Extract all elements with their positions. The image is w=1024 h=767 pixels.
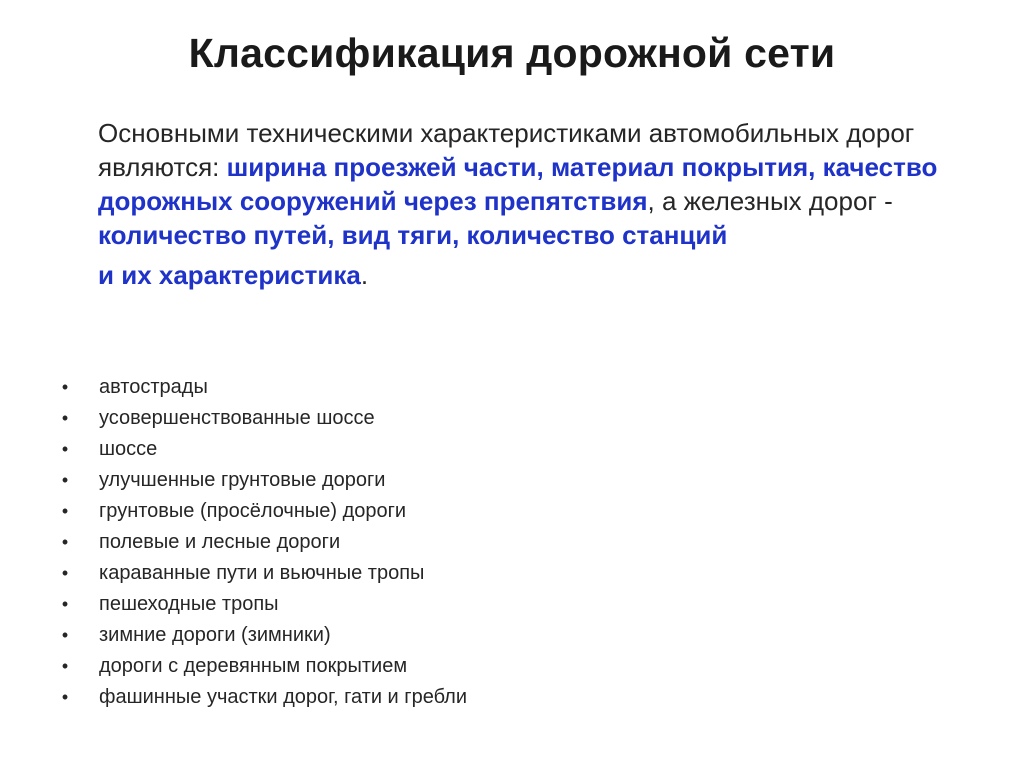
list-item xyxy=(58,403,467,434)
bullet-icon: • xyxy=(61,594,69,614)
paragraph-highlight-railways: количество путей, вид тяги, количество станций xyxy=(98,220,728,250)
slide-title: Классификация дорожной сети xyxy=(188,30,836,76)
list-item-label: караванные пути и вьючные тропы xyxy=(99,562,425,584)
intro-paragraph xyxy=(98,116,978,292)
bullet-icon: • xyxy=(61,563,69,583)
bullet-icon: • xyxy=(61,625,69,645)
paragraph-text-3: . xyxy=(360,260,369,290)
list-item xyxy=(58,527,467,558)
list-item xyxy=(58,651,467,682)
bullet-icon: • xyxy=(61,532,69,552)
list-item xyxy=(58,434,467,465)
list-item xyxy=(58,496,467,527)
list-item xyxy=(58,465,467,496)
list-item xyxy=(58,372,467,403)
list-item-label: усовершенствованные шоссе xyxy=(99,407,375,429)
paragraph-highlight-roads: ширина проезжей части, материал покрытия, качество дорожных сооружений через препятствия xyxy=(98,152,938,216)
list-item xyxy=(58,558,467,589)
bullet-icon: • xyxy=(61,687,69,707)
paragraph-highlight-characteristics: и их характеристика xyxy=(98,260,361,290)
list-item-label: полевые и лесные дороги xyxy=(99,531,341,553)
list-item xyxy=(58,682,467,713)
paragraph-last-line xyxy=(98,258,978,292)
road-types-list xyxy=(58,372,467,713)
list-item-label: улучшенные грунтовые дороги xyxy=(99,469,386,491)
bullet-icon: • xyxy=(61,377,69,397)
bullet-icon: • xyxy=(61,439,69,459)
bullet-icon: • xyxy=(61,656,69,676)
list-item-label: зимние дороги (зимники) xyxy=(99,624,331,646)
list-item-label: шоссе xyxy=(99,438,158,460)
bullet-icon: • xyxy=(61,408,69,428)
list-item xyxy=(58,589,467,620)
list-item-label: грунтовые (просёлочные) дороги xyxy=(99,500,407,522)
list-item-label: автострады xyxy=(99,376,208,398)
bullet-icon: • xyxy=(61,501,69,521)
list-item-label: дороги с деревянным покрытием xyxy=(99,655,408,677)
bullet-icon: • xyxy=(61,470,69,490)
paragraph-text-2: , а железных дорог - xyxy=(647,186,893,216)
list-item xyxy=(58,620,467,651)
list-item-label: фашинные участки дорог, гати и гребли xyxy=(99,686,467,708)
list-item-label: пешеходные тропы xyxy=(99,593,279,615)
paragraph-text-1: Основными техническими характеристиками автомобильных дорог являются: xyxy=(98,118,915,182)
